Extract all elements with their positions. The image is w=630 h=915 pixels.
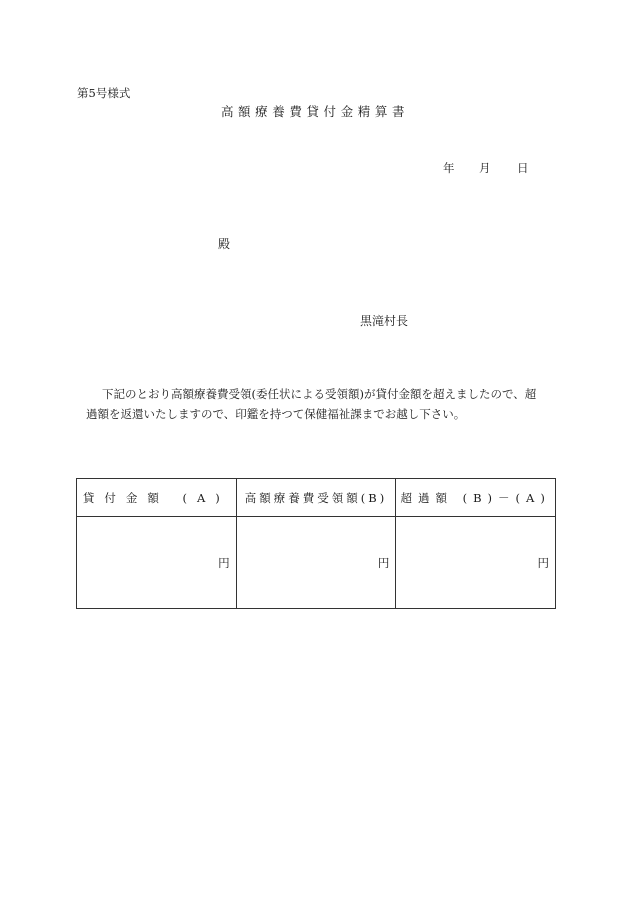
body-line-2: 過額を返還いたしますので、印鑑を持つて保健福祉課までお越し下さい。: [86, 407, 466, 421]
form-number: 第5号様式: [77, 86, 131, 100]
header-excess-amount: 超過額 (B)－(A): [396, 479, 556, 517]
cell-excess-amount: 円: [396, 517, 556, 609]
cell-loan-amount: 円: [77, 517, 237, 609]
table-row: [77, 517, 556, 609]
table-header-row: [77, 479, 556, 517]
cell-received-amount: 円: [236, 517, 396, 609]
date-day-label: 日: [517, 161, 529, 175]
header-received-amount: 高額療養費受領額(B): [236, 479, 396, 517]
addressee-honorific: 殿: [218, 237, 231, 251]
date-line: [443, 160, 529, 176]
header-loan-amount: 貸付金額 (A): [77, 479, 237, 517]
settlement-table: [76, 478, 556, 609]
issuer-name: 黒滝村長: [360, 314, 409, 328]
body-paragraph: [86, 384, 554, 424]
document-title: 高額療養費貸付金精算書: [220, 104, 410, 119]
date-year-label: 年: [443, 161, 455, 175]
date-month-label: 月: [479, 161, 491, 175]
body-line-1: 下記のとおり高額療養費受領(委任状による受領額)が貸付金額を超えましたので、超: [102, 387, 537, 401]
